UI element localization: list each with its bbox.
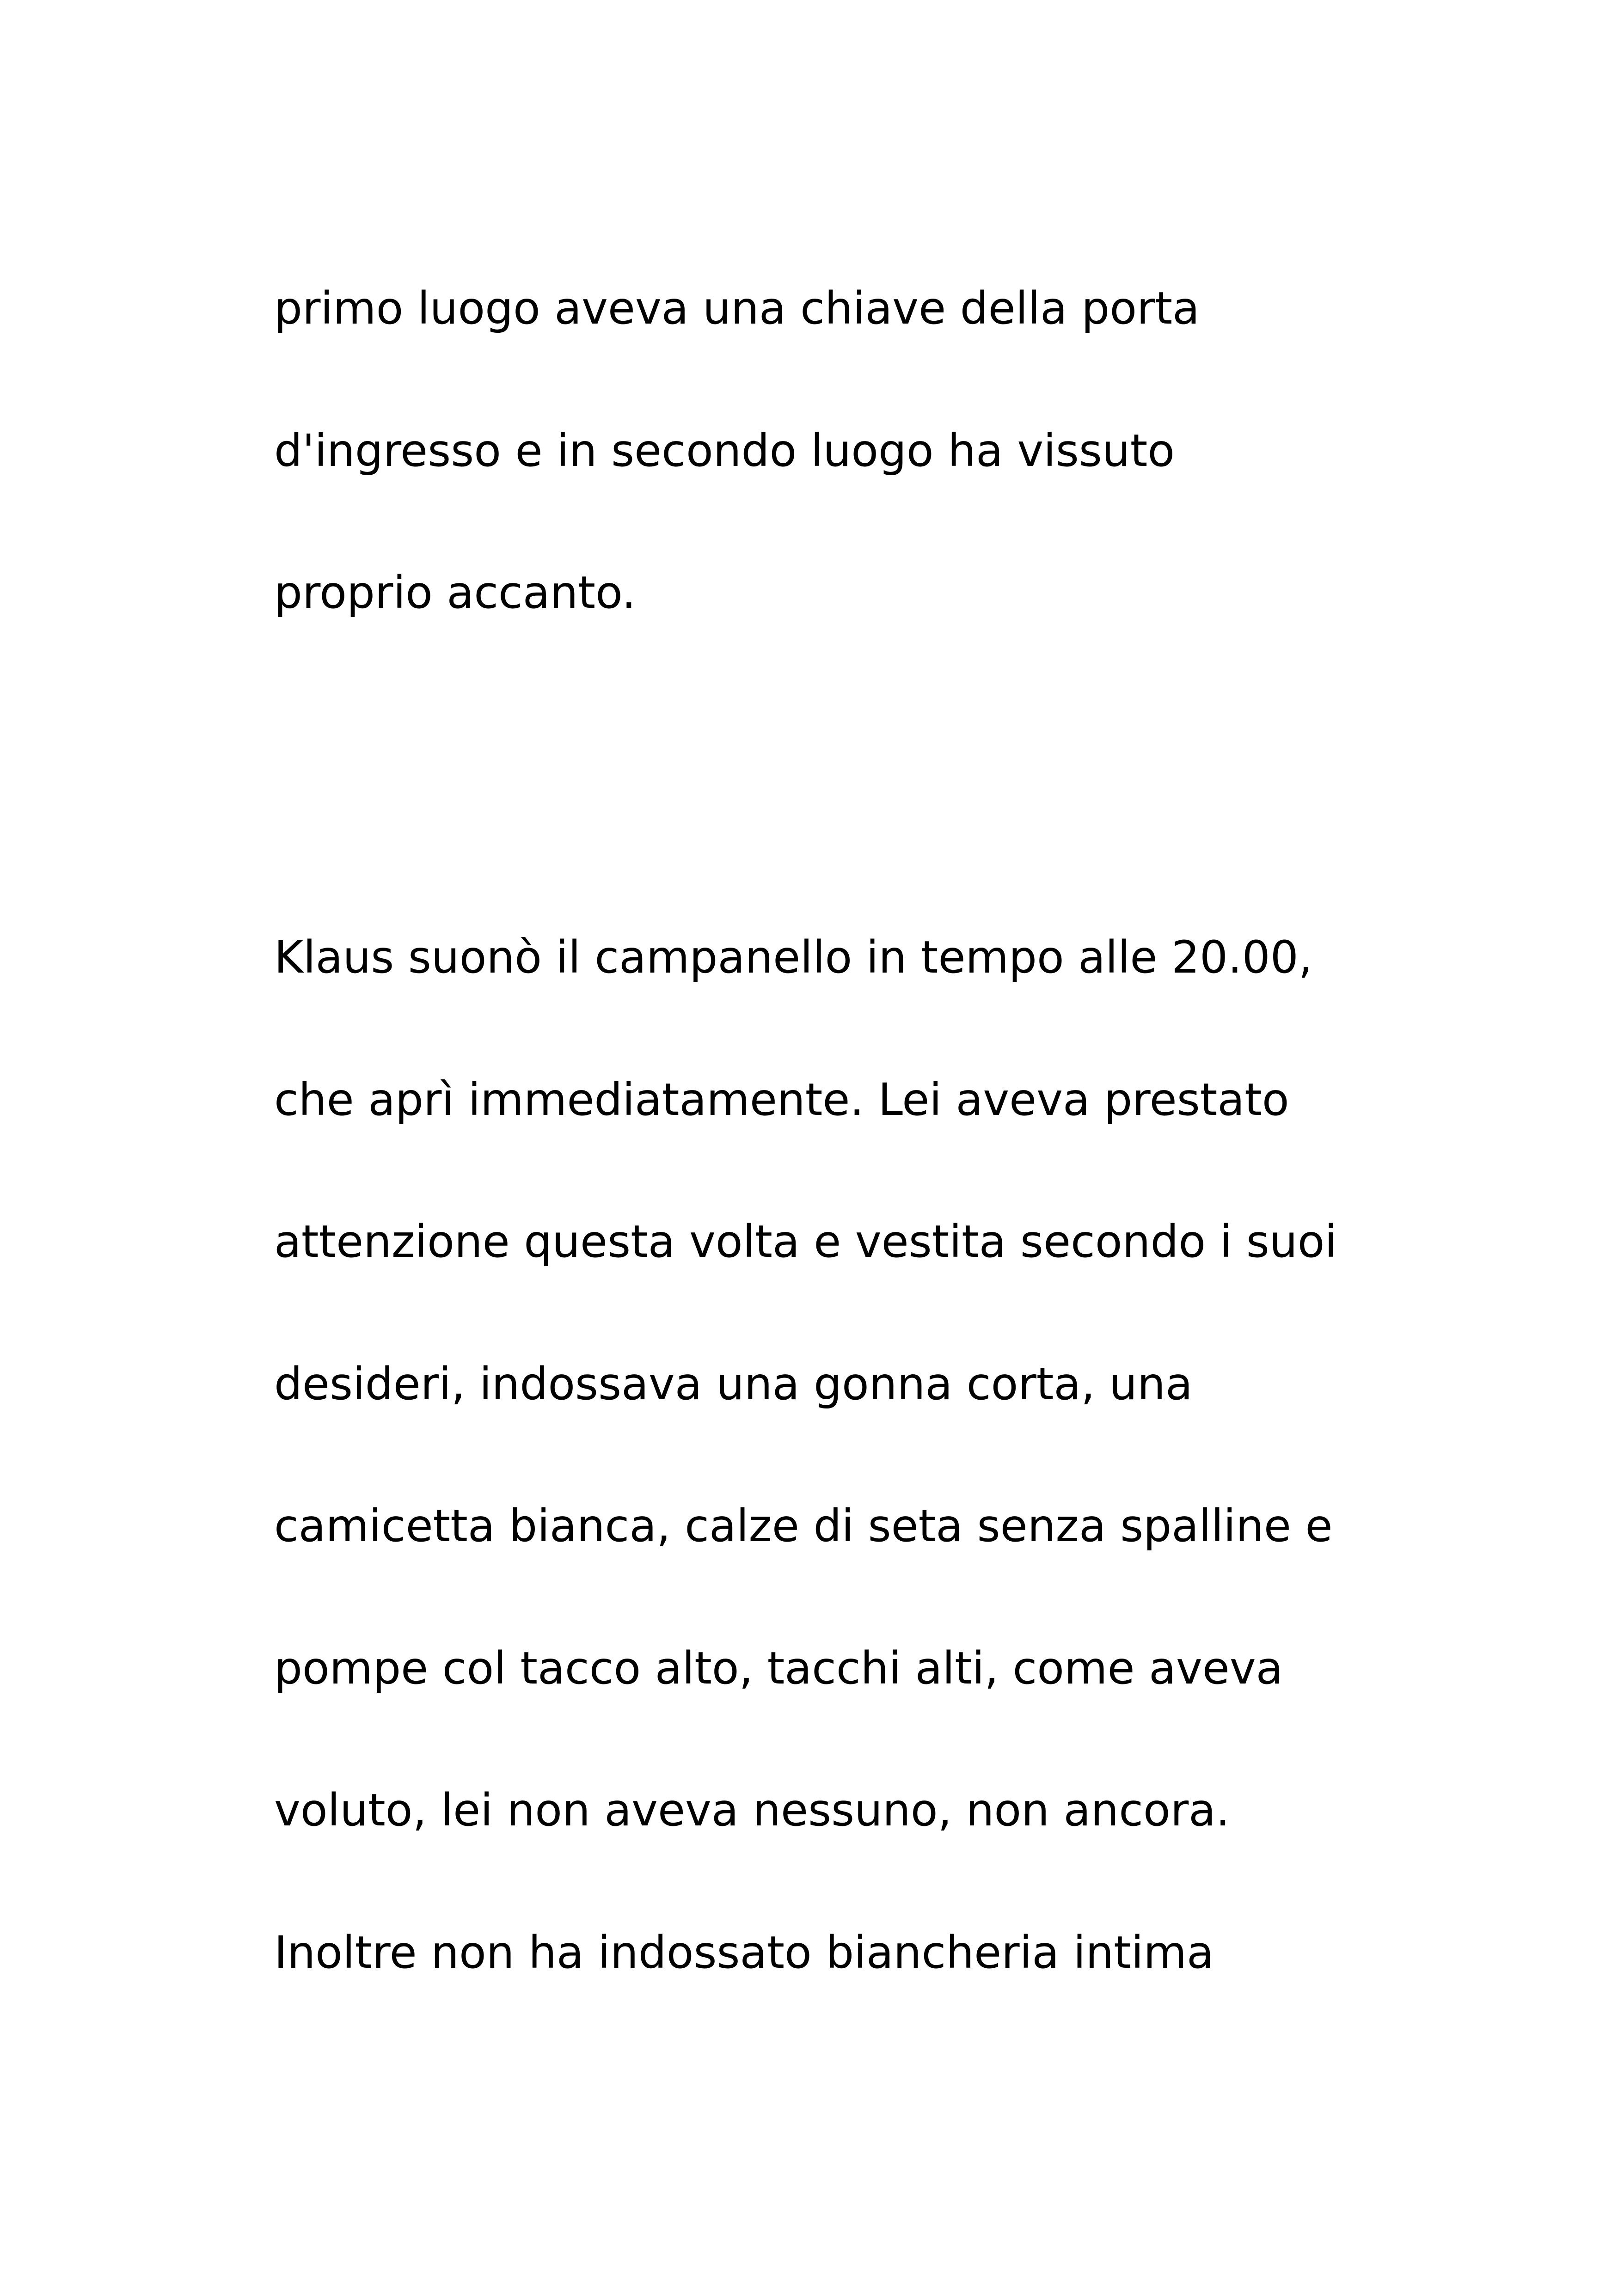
- text-line: pompe col tacco alto, tacchi alti, come aveva: [274, 1642, 1283, 1694]
- text-line: Inoltre non ha indossato biancheria intima: [274, 1927, 1214, 1978]
- text-line: attenzione questa volta e vestita secondo i suoi: [274, 1216, 1337, 1267]
- text-line: camicetta bianca, calze di seta senza spalline e: [274, 1500, 1333, 1552]
- text-line: primo luogo aveva una chiave della porta: [274, 282, 1200, 334]
- text-line: voluto, lei non aveva nessuno, non ancora.: [274, 1784, 1230, 1836]
- text-line: proprio accanto.: [274, 567, 636, 618]
- text-line: Klaus suonò il campanello in tempo alle 20.00,: [274, 931, 1313, 983]
- text-line: desideri, indossava una gonna corta, una: [274, 1358, 1193, 1410]
- text-line: che aprì immediatamente. Lei aveva prestato: [274, 1074, 1289, 1126]
- text-line: d'ingresso e in secondo luogo ha vissuto: [274, 425, 1175, 477]
